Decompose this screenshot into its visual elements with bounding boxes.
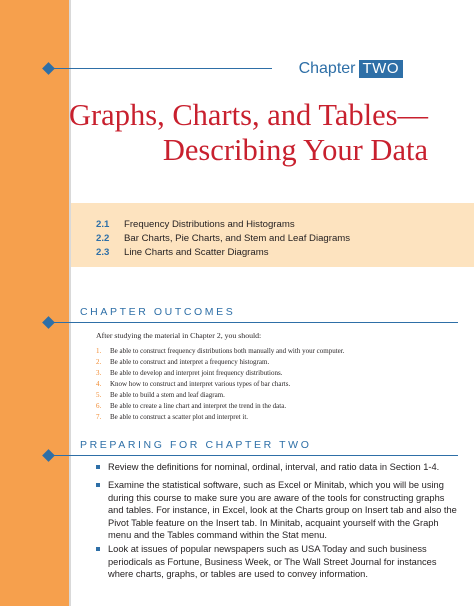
- chapter-rule: [48, 68, 272, 69]
- bullet-icon: [96, 483, 100, 487]
- sidebar-band: [0, 0, 69, 606]
- chapter-number: TWO: [359, 60, 404, 78]
- outcome-text: Be able to create a line chart and interpret the trend in the data.: [110, 402, 287, 410]
- outcome-number: 2.: [96, 358, 102, 366]
- preparing-bullet-text: Examine the statistical software, such as Excel or Minitab, which you will be using during this course to make sure you are aware of the tools for constructing graphs and tables. For instance, in Excel, look at the Charts group on Insert tab and also the Pivot Table feature on the Insert tab. In Minitab, acquaint yourself with the Graph menu and the Tables command within the Stat menu.: [108, 480, 457, 541]
- outcome-number: 4.: [96, 380, 102, 388]
- preparing-rule: [48, 455, 458, 456]
- sidebar-rule: [69, 0, 71, 606]
- outcome-number: 1.: [96, 347, 102, 355]
- toc-item-number: 2.3: [96, 247, 110, 258]
- outcome-text: Be able to construct a scatter plot and interpret it.: [110, 413, 249, 421]
- chapter-title-line-1: Graphs, Charts, and Tables—: [68, 98, 428, 132]
- outcome-number: 3.: [96, 369, 102, 377]
- chapter-word: Chapter: [298, 60, 356, 77]
- outcome-number: 6.: [96, 402, 102, 410]
- toc-item-label: Frequency Distributions and Histograms: [124, 219, 295, 230]
- preparing-bullet-text: Review the definitions for nominal, ordinal, interval, and ratio data in Section 1-4.: [108, 462, 440, 472]
- toc-item-number: 2.2: [96, 233, 110, 244]
- outcome-number: 5.: [96, 391, 102, 399]
- outcome-number: 7.: [96, 413, 102, 421]
- chapter-title-line-2: Describing Your Data: [162, 133, 428, 167]
- outcomes-intro: After studying the material in Chapter 2, you should:: [96, 331, 262, 340]
- bullet-icon: [96, 547, 100, 551]
- outcome-text: Be able to construct and interpret a frequency histogram.: [110, 358, 270, 366]
- toc-item-label: Line Charts and Scatter Diagrams: [124, 247, 269, 258]
- outcome-text: Be able to construct frequency distributions both manually and with your computer.: [110, 347, 345, 355]
- preparing-heading: PREPARING FOR CHAPTER TWO: [80, 439, 312, 451]
- outcome-text: Know how to construct and interpret various types of bar charts.: [110, 380, 291, 388]
- toc-item-number: 2.1: [96, 219, 110, 230]
- outcomes-heading: CHAPTER OUTCOMES: [80, 306, 236, 318]
- chapter-title: [48, 98, 428, 168]
- outcome-text: Be able to build a stem and leaf diagram.: [110, 391, 225, 399]
- bullet-icon: [96, 465, 100, 469]
- chapter-label: [299, 60, 403, 78]
- outcomes-rule: [48, 322, 458, 323]
- outcome-text: Be able to develop and interpret joint frequency distributions.: [110, 369, 283, 377]
- toc-item-label: Bar Charts, Pie Charts, and Stem and Leaf Diagrams: [124, 233, 351, 244]
- preparing-bullet-text: Look at issues of popular newspapers such as USA Today and such business periodicals as Fortune, Business Week, or The Wall Street Journal for instances where charts, graphs, or tables are used to convey information.: [108, 544, 437, 580]
